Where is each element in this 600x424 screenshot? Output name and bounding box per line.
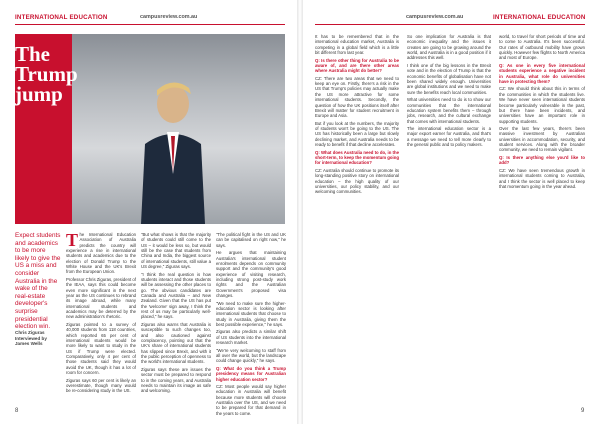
paragraph: Ziguras says 60 per cent is likely an overestimate, though many would be re-considering study in the US. (66, 377, 136, 394)
paragraph: Over the last few years, there's been massive investment by Australian universities in accommodation, security, and student services. Along with the broader community, we need to remain vigilant. (499, 126, 585, 153)
paragraph: he International Education Association of Australia predicts the country will experience a rise in international students and academics due to the election of Donald Trump to the White House and the UK's Brexit from the European Union. (66, 232, 136, 275)
paragraph: Ziguras pointed to a survey of 40,000 students from 118 countries, which reported 65 per cent of international students would be more likely to want to study in the US if Trump were elected. Comparatively, only 4 per cent of those students said they would avoid the UK, though it has a lot of room for concern. (66, 321, 136, 375)
body-column-3 (499, 34, 585, 400)
paragraph: I think one of the big lessons in the Brexit vote and in the election of Trump is that the economic benefits of globalisation have not been shared widely enough. Universities are global institutions and we need to make sure the benefits reach local communities. (407, 62, 491, 95)
body-column-2 (407, 34, 491, 400)
body-column-3 (216, 232, 286, 416)
header-rule (315, 24, 585, 25)
paragraph: "But what shows is that the majority of students could still come to the US – it would be less so, but would still be the case that students from China and India, the biggest source of international students, still value a US degree," Ziguras says. (141, 232, 211, 270)
right-page (303, 0, 600, 424)
trump-portrait-image (133, 74, 213, 224)
standfirst: Expect students and academics to be more likely to give the US a miss and consider Australia in the wake of the real-estate developer's surprise presidential election win. (15, 232, 61, 331)
paragraph: CZ: There are two areas that we need to keep an eye on. Firstly, there's a risk in the US that Trump's policies may actually make the US more attractive for some international students. Secondly, the question of how the UK positions itself after Brexit will matter for student recruitment in Europe and Asia. (315, 75, 399, 119)
paragraph: So one implication for Australia is that economic inequality and the issues it creates are going to be growing around the world, and Australia is in a good position if it addresses this well. (407, 34, 491, 61)
body-column-1 (315, 34, 399, 400)
header-url: campusreview.com.au (406, 14, 464, 20)
interview-question: Q: Is there other thing for Australia to be aware of, and are there other areas where Australia might do better? (315, 57, 399, 74)
paragraph: Ziguras also predicts a similar shift of US students into the international research market. (216, 329, 286, 346)
paragraph: "The political fight in the US and UK can be capitalised on right now," he says. (216, 232, 286, 248)
dropcap: T (66, 230, 79, 250)
title-line: The (15, 42, 51, 66)
section-header: INTERNATIONAL EDUCATION (15, 14, 108, 21)
paragraph: "We're very welcoming to staff from all over the world, but the landscape could change quickly," he says. (216, 347, 286, 364)
header-url: campusreview.com.au (140, 14, 198, 20)
interview-question: Q: Is there anything else you'd like to add? (499, 154, 585, 166)
paragraph: What universities need to do is to show our communities that the international education system benefits them – through jobs, research, and the cultural exchange that comes with international students. (407, 97, 491, 124)
section-header: INTERNATIONAL EDUCATION (493, 14, 586, 21)
page-number: 8 (15, 408, 19, 414)
paragraph: He argues that maintaining Australia's international student enrolments depends on community support and the community's good experience of visiting research, including strong post-study work rights and the Australian Government's proposed visa changes. (216, 250, 286, 298)
interview-question: Q: As one in every five international students experience a negative incident in Australia, what role do universities have in protecting them? (499, 62, 585, 84)
paragraph: CZ: Australia should continue to promote its long-standing positive story on international education – the high quality of our universities, our policy stability, and our welcoming communities. (315, 167, 399, 195)
paragraph: world, to travel for short periods of time and to come to Australia. It's been successful. Our rates of outbound mobility have grown quickly. However few flights to North America and most of Europe. (499, 34, 585, 61)
paragraph: "I think the real question is how students interact and those students will be assessing the other places to go. The obvious candidates are Canada and Australia – and New Zealand. Given that the US has put the 'welcome' sign away, I think the rest of us may be particularly well-placed," he says. (141, 271, 211, 320)
byline (15, 330, 61, 347)
interview-question: Q: What does Australia need to do, in the short-term, to keep the momentum going for international education? (315, 149, 399, 166)
body-column-1 (66, 232, 136, 400)
byline-author: Chris Ziguras (15, 330, 45, 335)
paragraph: The international education sector is a major export earner for Australia, and that's a message we need to tell more clearly to the general public and to policy makers. (407, 126, 491, 148)
paragraph: Ziguras says these are issues the sector must be prepared to respond to in the coming years, and Australia needs to maintain its image as safe and welcoming. (141, 366, 211, 394)
paragraph: Professor Chris Ziguras, president of the IEAA, says this could become even more significant in the next year as the US continues to rebrand its image abroad, while many international students and academics may be deterred by the new administration's rhetoric. (66, 276, 136, 320)
body-column-2 (141, 232, 211, 400)
paragraph: CZ: We should think about this in terms of the communities in which the students live. We have never seen international students become particularly vulnerable in the past, but there have been incidents, and universities have an important role in supporting students. (499, 86, 585, 124)
paragraph: Ziguras also warns that Australia is susceptible to such changes too, and also cautioned against complacency, pointing out that the UK's share of international students has slipped since Brexit, and with it the public perception of openness to the world's international students. (141, 321, 211, 365)
title-line: jump (15, 82, 63, 106)
title-line: Trump (15, 62, 78, 86)
paragraph: It has to be remembered that in the international education market, Australia is competing in a global field which is a little bit different from last year. (315, 34, 399, 56)
left-page (0, 0, 297, 424)
paragraph: "We need to make sure the higher-education sector is looking after international students that choose to study in Australia, giving them the best possible experience," he says. (216, 300, 286, 327)
page-number: 9 (581, 408, 585, 414)
header-rule (15, 24, 285, 25)
byline-note: Interviewed by James Wells (15, 335, 47, 347)
paragraph: CZ: Most people would say higher education in Australia will benefit because more students will choose Australia over the US, and we need to be prepared for that demand in the years to come. (216, 384, 286, 416)
interview-question: Q: What do you think a Trump presidency means for Australian higher education sector? (216, 365, 286, 382)
article-title (15, 44, 78, 104)
paragraph: CZ: We have seen tremendous growth in international students coming to Australia, and I think the sector is well placed to keep that momentum going in the year ahead. (499, 167, 585, 189)
paragraph: But if you look at the numbers, the majority of students won't be going to the US. The US has historically been a large but slowly declining market, and Australia needs to be ready to benefit if that decline accelerates. (315, 120, 399, 148)
